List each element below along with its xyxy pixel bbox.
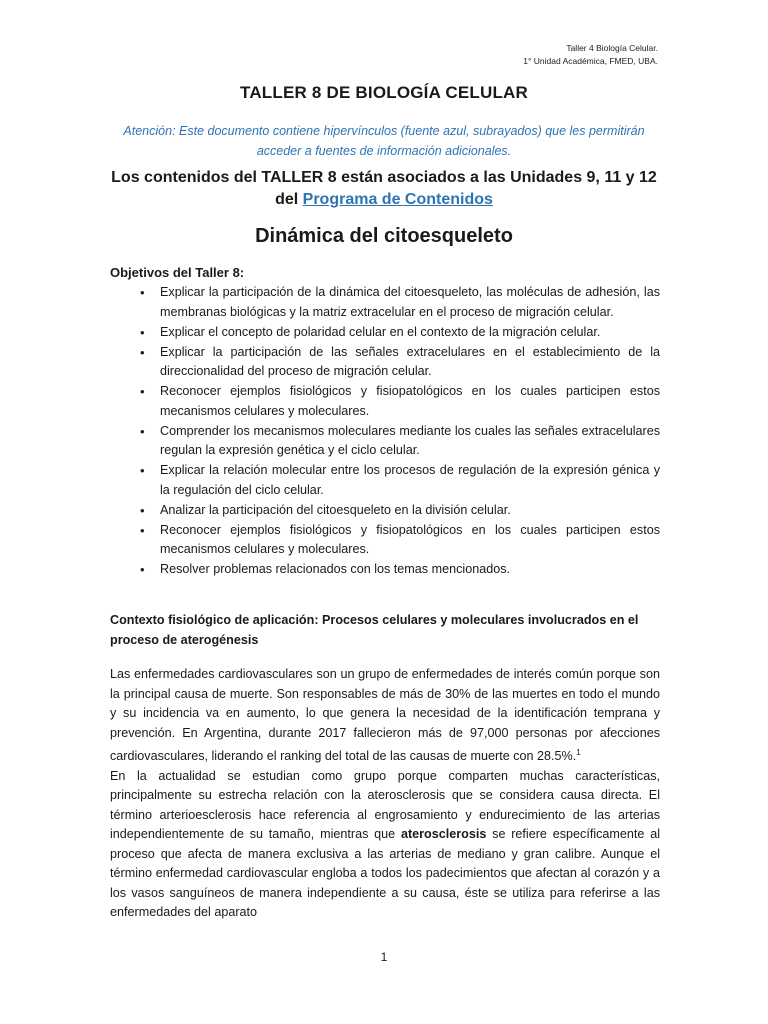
objective-text: Explicar la participación de la dinámica del citoesqueleto, las moléculas de adhesión, las membranas biológicas y la matriz extracelular en el proceso de migración celular. [160,285,660,319]
bullet-icon: • [140,423,145,439]
objective-text: Reconocer ejemplos fisiológicos y fisiopatológicos en los cuales participen estos mecanismos celulares y moleculares. [160,522,660,556]
bullet-icon: • [140,344,145,360]
bullet-icon: • [140,285,145,300]
objective-text: Explicar la relación molecular entre los procesos de regulación de la expresión génica y la regulación del ciclo celular. [160,463,660,497]
objective-text: Analizar la participación del citoesqueleto en la división celular. [160,502,511,517]
objective-text: Explicar el concepto de polaridad celular en el contexto de la migración celular. [160,324,601,339]
objective-text: Explicar la participación de las señales extracelulares en el establecimiento de la direccionalidad del proceso de migración celular. [160,344,660,378]
objective-item [110,461,660,500]
bullet-icon: • [140,384,145,399]
objective-text: Resolver problemas relacionados con los temas mencionados. [160,562,511,576]
paragraph-2-text-b: se refiere específicamente al proceso que afecta de manera exclusiva a las arterias de mediano y gran calibre. Aunque el término enfermedad cardiovascular engloba a todos los padecimientos que afectan al corazón y a los vasos sanguíneos de manera independiente a su causa, éste se utiliza para referirse a las enfermedades del aparato [110,827,661,920]
paragraph-1 [110,665,660,767]
paragraph-1-text: Las enfermedades cardiovasculares son un grupo de enfermedades de interés común porque son la principal causa de muerte. Son responsables de más de 30% de las muertes en todo el mundo y su incidencia va en aumento, lo que genera la necesidad de la identificación temprana y prevención. En Argentina, durante 2017 fallecieron más de 97,000 personas por afecciones cardiovasculares, liderando el ranking del total de las causas de muerte con 28.5%. [110,667,660,764]
objective-item [110,422,660,461]
objective-item [110,501,660,521]
objective-item [110,521,660,560]
header-line-1: Taller 4 Biología Celular. [566,43,658,53]
running-header [523,42,658,68]
objective-item [110,283,660,322]
objective-text: Comprender los mecanismos moleculares mediante los cuales las señales extracelulares regulan la expresión genética y el ciclo celular. [160,423,660,457]
page-number: 1 [380,950,388,964]
objective-item [110,323,660,343]
bullet-icon: • [140,463,145,478]
objective-text: Reconocer ejemplos fisiológicos y fisiopatológicos en los cuales participen estos mecanismos celulares y moleculares. [160,384,660,418]
attention-note: Atención: Este documento contiene hipervínculos (fuente azul, subrayados) que les permitirán acceder a fuentes de información adicionales. [123,124,645,158]
objective-item [110,343,660,382]
body-text [110,665,660,923]
paragraph-2 [110,767,660,923]
programa-contenidos-link[interactable]: Programa de Contenidos [302,191,493,208]
context-heading: Contexto fisiológico de aplicación: Procesos celulares y moleculares involucrados en el proceso de aterogénesis [110,613,639,647]
bullet-icon: • [140,562,145,577]
bullet-icon: • [140,522,145,538]
objectives-heading: Objetivos del Taller 8: [110,265,245,280]
objectives-list [110,283,660,580]
header-line-2: 1° Unidad Académica, FMED, UBA. [523,56,658,66]
bullet-icon: • [140,502,145,518]
footnote-reference: 1 [576,748,581,757]
contents-statement [110,167,658,211]
document-title: TALLER 8 DE BIOLOGÍA CELULAR [240,83,528,102]
paragraph-2-bold-term: aterosclerosis [400,827,487,842]
contents-text: Los contenidos del TALLER 8 están asociados a las Unidades 9, 11 y 12 del [111,169,657,208]
section-title: Dinámica del citoesqueleto [255,225,513,247]
paragraph-2-text-a: En la actualidad se estudian como grupo porque comparten muchas características, principalmente su estrecha relación con la aterosclerosis que se considera causa directa. El término arterioesclerosis hace referencia al engrosamiento y endurecimiento de las arterias independientemente de su tamaño, mientras que [110,768,660,842]
objective-item [110,560,660,580]
bullet-icon: • [140,324,145,340]
objective-item [110,382,660,421]
